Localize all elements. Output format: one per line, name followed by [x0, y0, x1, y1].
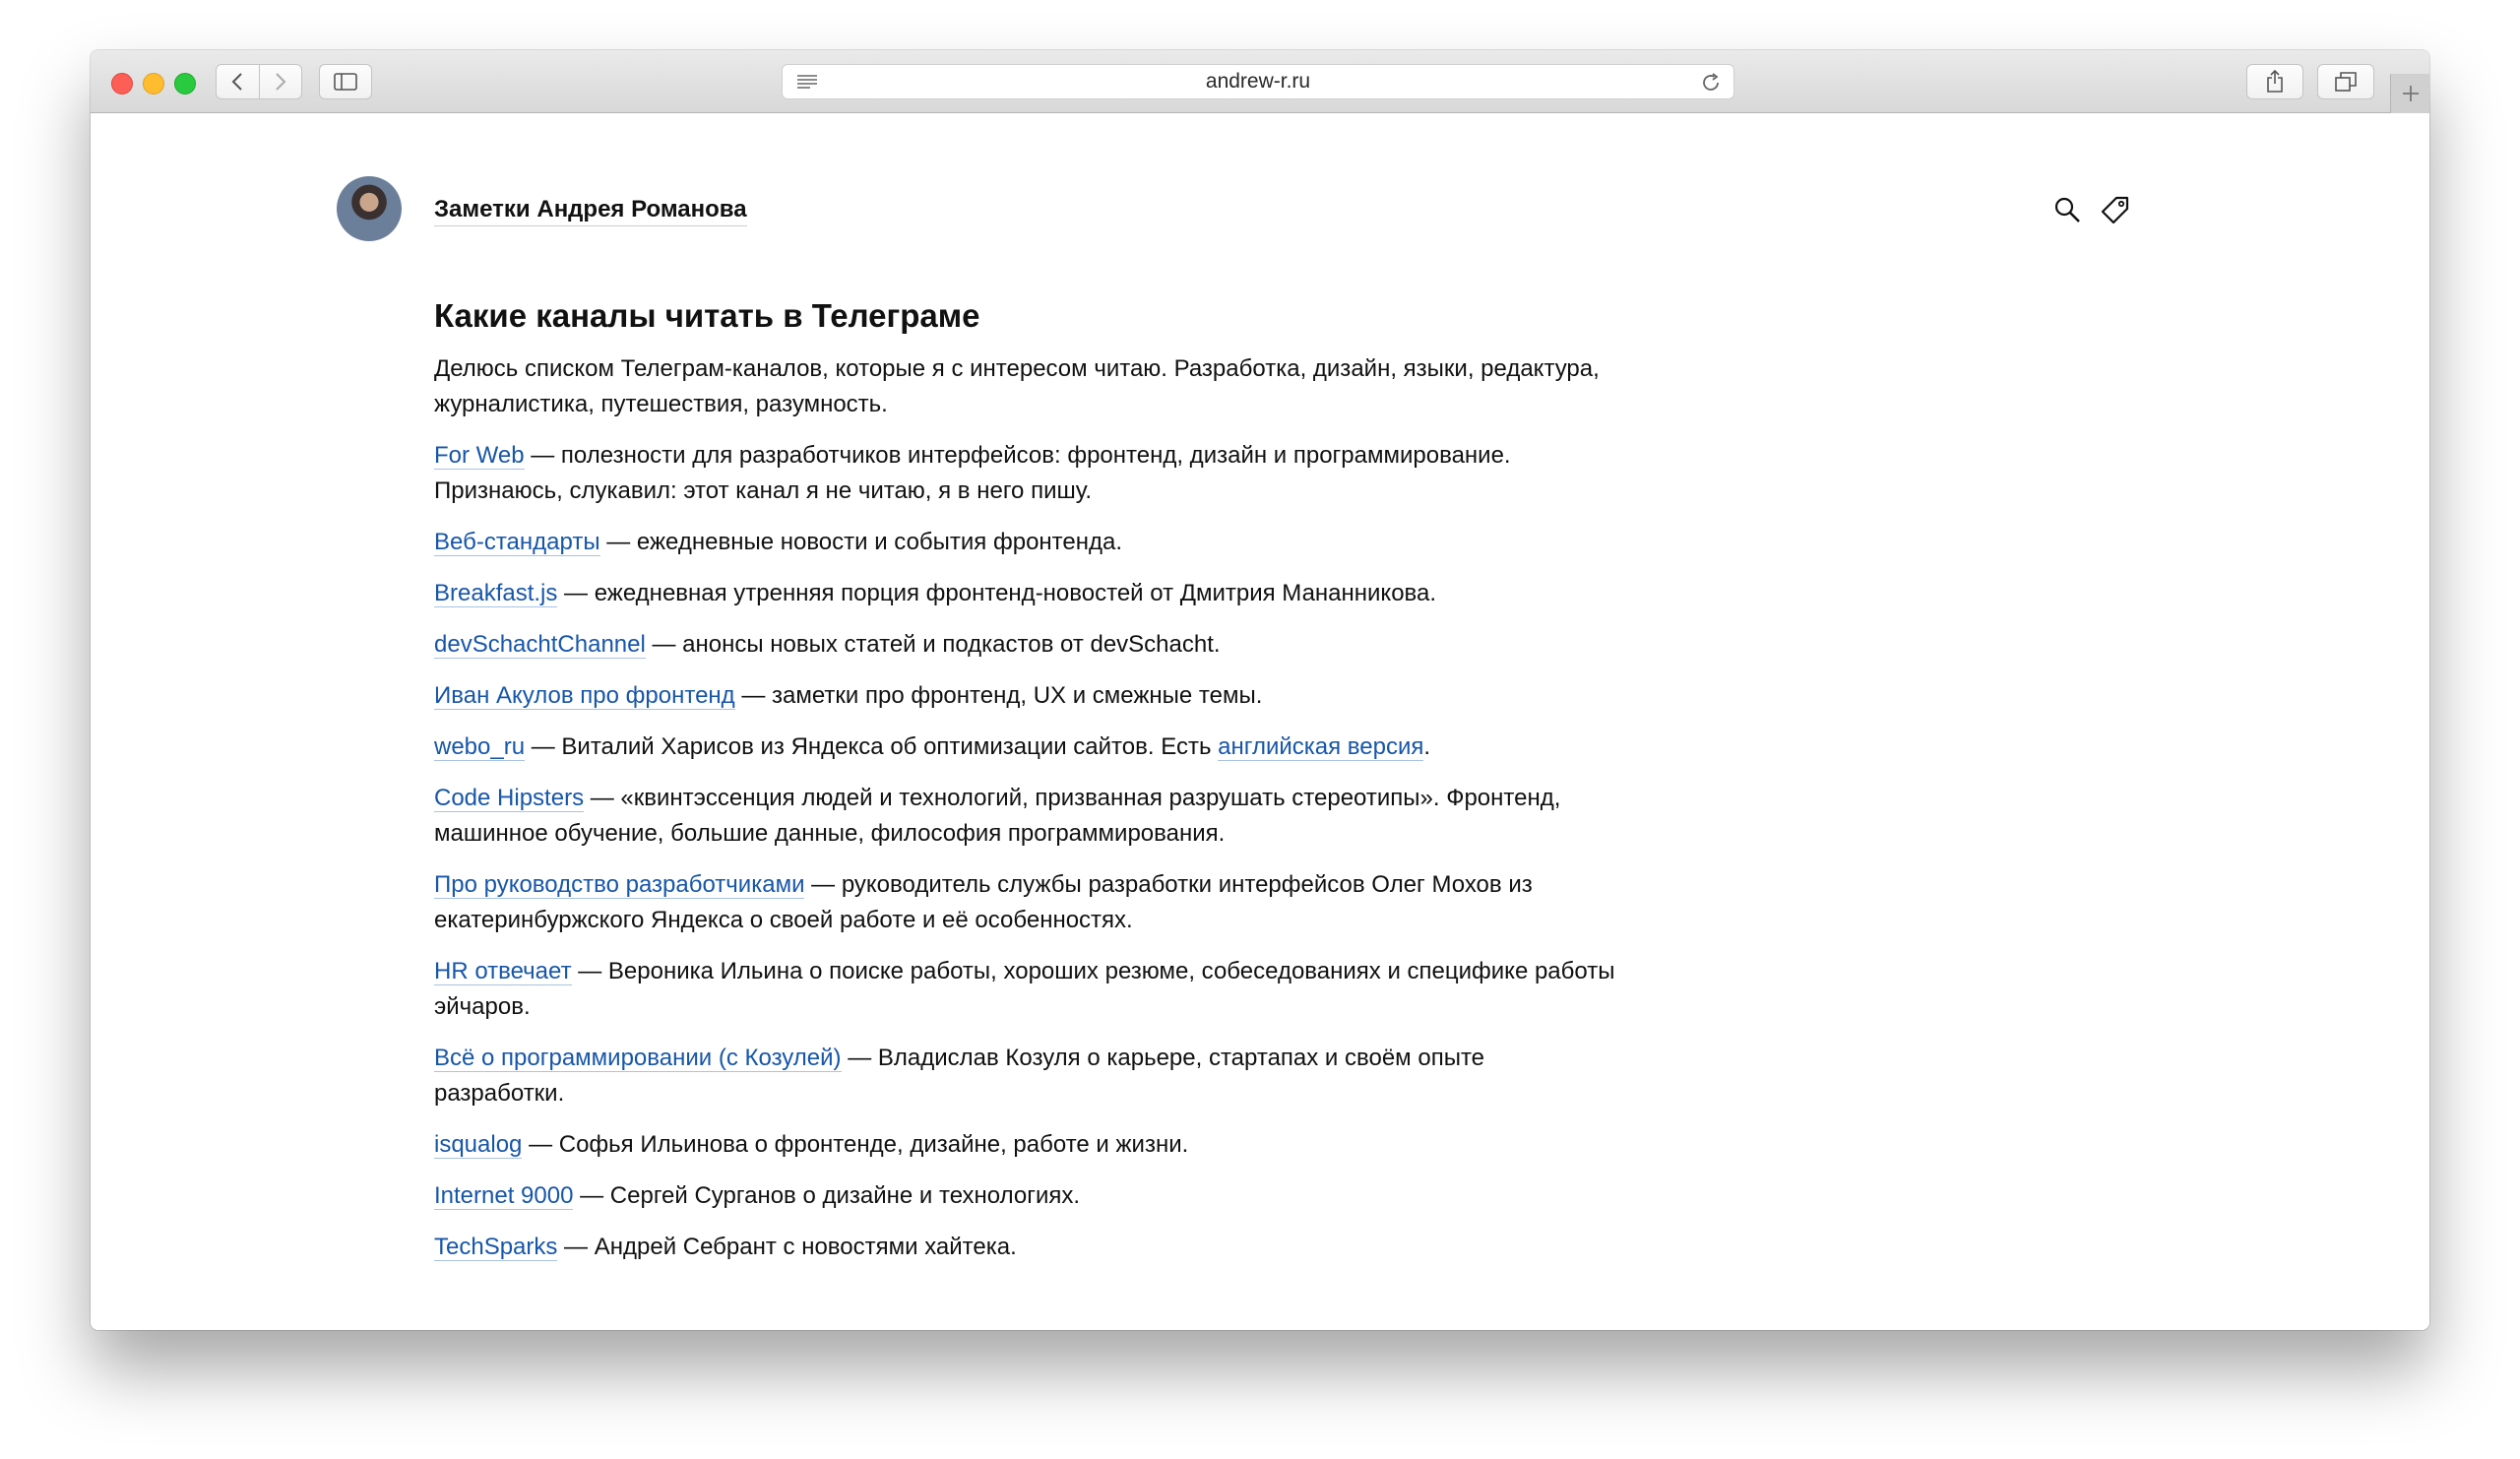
chevron-right-icon: [275, 72, 286, 92]
channel-description: — ежедневные новости и события фронтенда.: [599, 529, 1123, 555]
back-button[interactable]: [217, 65, 259, 98]
reload-icon[interactable]: [1700, 72, 1722, 94]
english-version-link[interactable]: английская версия: [1218, 733, 1424, 760]
tabs-icon: [2335, 72, 2357, 92]
channel-link[interactable]: Всё о программировании (с Козулей): [434, 1045, 842, 1071]
channel-item: [434, 1230, 1615, 1265]
search-icon[interactable]: [2053, 196, 2081, 223]
channel-item: [434, 1041, 1615, 1111]
channel-link[interactable]: Breakfast.js: [434, 580, 558, 606]
zoom-window-button[interactable]: [174, 73, 196, 95]
tag-icon[interactable]: [2101, 195, 2130, 224]
channel-link[interactable]: webo_ru: [434, 733, 526, 760]
share-icon: [2266, 70, 2284, 94]
channel-description-tail: .: [1423, 733, 1431, 760]
channel-link[interactable]: Веб-стандарты: [434, 529, 600, 555]
channel-link[interactable]: For Web: [434, 442, 525, 469]
share-button[interactable]: [2246, 64, 2303, 99]
channel-item: [434, 867, 1615, 938]
channel-description: — Софья Ильинова о фронтенде, дизайне, работе и жизни.: [522, 1131, 1189, 1158]
channel-item: [434, 576, 1615, 611]
sidebar-icon: [334, 73, 357, 91]
channel-description: — Владислав Козуля о карьере, стартапах и своём опыте разработки.: [434, 1045, 1485, 1107]
channel-link[interactable]: TechSparks: [434, 1234, 558, 1260]
channel-link[interactable]: Про руководство разработчиками: [434, 871, 805, 898]
close-window-button[interactable]: [111, 73, 133, 95]
channel-item: [434, 781, 1615, 852]
channel-item: [434, 1178, 1615, 1214]
author-avatar[interactable]: [337, 176, 402, 241]
minimize-window-button[interactable]: [143, 73, 164, 95]
channel-link[interactable]: Internet 9000: [434, 1182, 574, 1209]
channel-link[interactable]: Иван Акулов про фронтенд: [434, 682, 735, 709]
new-tab-button[interactable]: [2390, 74, 2429, 113]
channel-item: [434, 438, 1615, 509]
channel-description: — заметки про фронтенд, UX и смежные темы.: [734, 682, 1263, 709]
address-bar[interactable]: [782, 64, 1734, 99]
browser-toolbar: [91, 50, 2429, 113]
navigation-buttons: [216, 64, 302, 99]
browser-window: [91, 50, 2429, 1330]
chevron-left-icon: [231, 72, 243, 92]
plus-icon: [2402, 85, 2420, 102]
channel-description: — Андрей Себрант с новостями хайтека.: [557, 1234, 1017, 1260]
channel-description: — Вероника Ильина о поиске работы, хороших резюме, собеседованиях и специфике работы эйчаров.: [434, 958, 1615, 1020]
channel-item: [434, 627, 1615, 663]
forward-button[interactable]: [259, 65, 302, 98]
channel-item: [434, 954, 1615, 1025]
web-page: [91, 113, 2429, 1330]
channel-description: — руководитель службы разработки интерфейсов Олег Мохов из екатеринбуржского Яндекса о своей работе и её особенностях.: [434, 871, 1533, 933]
site-title-link[interactable]: Заметки Андрея Романова: [434, 196, 747, 226]
article-title: Какие каналы читать в Телеграме: [434, 297, 980, 334]
show-tabs-button[interactable]: [2317, 64, 2374, 99]
channel-item: [434, 678, 1615, 714]
channel-link[interactable]: devSchachtChannel: [434, 631, 646, 658]
channel-link[interactable]: HR отвечает: [434, 958, 572, 984]
url-text: andrew-r.ru: [1205, 70, 1311, 93]
channel-item: [434, 525, 1615, 560]
channel-item: [434, 1127, 1615, 1163]
channel-link[interactable]: Code Hipsters: [434, 785, 585, 811]
channel-link[interactable]: isqualog: [434, 1131, 523, 1158]
channel-description: — анонсы новых статей и подкастов от devSchacht.: [645, 631, 1221, 658]
article-intro: Делюсь списком Телеграм-каналов, которые я с интересом читаю. Разработка, дизайн, языки, редактура, журналистика, путешествия, разумность.: [434, 355, 1600, 417]
sidebar-button[interactable]: [319, 64, 372, 99]
channel-description: — полезности для разработчиков интерфейсов: фронтенд, дизайн и программирование. Признаюсь, слукавил: этот канал я не читаю, я в него пишу.: [434, 442, 1511, 504]
channel-item: [434, 730, 1615, 765]
channel-description: — «квинтэссенция людей и технологий, призванная разрушать стереотипы». Фронтенд, машинное обучение, большие данные, философия программирования.: [434, 785, 1561, 847]
channel-description: — Сергей Сурганов о дизайне и технологиях.: [573, 1182, 1081, 1209]
article: [434, 294, 1615, 1281]
channel-description: — ежедневная утренняя порция фронтенд-новостей от Дмитрия Мананникова.: [557, 580, 1437, 606]
channel-description: — Виталий Харисов из Яндекса об оптимизации сайтов. Есть: [525, 733, 1219, 760]
